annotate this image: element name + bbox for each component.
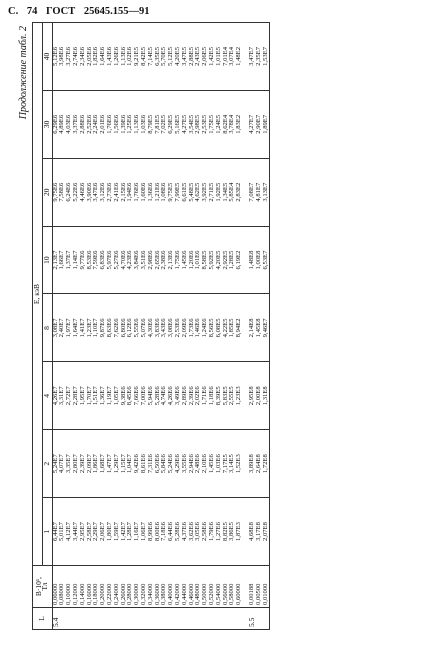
flux-values: 4,27E7 2,90E7 1,89E7 (249, 90, 270, 158)
flux-values: 7,08E7 4,81E7 3,13E7 (249, 158, 270, 226)
header-energy: 20 (42, 158, 52, 226)
standard-label: ГОСТ (45, 6, 76, 17)
flux-values: 2,14E8 1,45E8 9,46E7 (249, 294, 270, 362)
header-energy: 1 (42, 498, 52, 566)
table-row (249, 23, 270, 630)
page-prefix: С. (8, 6, 19, 17)
flux-values: 6,29E6 4,89E6 4,03E6 3,37E6 2,88E6 2,52E6 2,24E6 2,01E6 1,76E6 1,56E6 1,39E6 1,25E6 1,13E6 1,03E6 8,79E5 7,81E5 7,02E5 6,29E5 5,16E5 4,27E5 3,54E5 2,98E5 2,53E5 1,75E5 1,24E5 8,62E4 3,78E4 1,83E2 (52, 90, 243, 158)
header-energy: 4 (42, 362, 52, 430)
header-energy: 10 (42, 226, 52, 294)
header-energy: 8 (42, 294, 52, 362)
rotated-table-area (18, 22, 416, 630)
flux-values: 5,24E7 4,07E7 3,35E7 2,80E7 2,39E7 2,09E7 1,86E7 1,68E7 1,47E7 1,29E7 1,15E7 1,04E7 9,42E6 8,61E6 7,31E6 6,50E6 5,84E6 5,24E6 4,29E6 3,55E6 2,94E6 2,48E6 2,10E6 1,45E6 1,03E6 7,17E5 3,14E5 1,52E3 (52, 430, 243, 498)
flux-values: 2,13E7 1,66E7 1,37E7 1,14E7 9,77E6 8,53E6 7,59E6 6,83E6 5,97E6 5,27E6 4,70E6 4,23E6 3,84E6 3,51E6 2,98E6 2,65E6 2,38E6 2,13E6 1,75E6 1,45E6 1,20E6 1,01E6 8,58E5 5,92E5 4,20E5 2,92E5 1,28E5 6,19E2 (52, 226, 243, 294)
L-value: 5.4 (52, 608, 243, 630)
flux-values: 5,12E6 3,98E6 3,27E6 2,74E6 2,34E6 2,05E6 1,82E6 1,64E6 1,43E6 1,26E6 1,13E6 1,02E6 9,21E5 8,42E5 7,14E5 6,35E5 5,70E5 5,12E5 4,20E5 3,47E5 2,88E5 2,43E5 2,06E5 1,42E5 1,01E5 7,01E4 3,07E4 1,48E2 (52, 23, 243, 91)
B-values: 0,06000 0,08000 0,10000 0,12000 0,14000 0,16000 0,18000 0,20000 0,22000 0,24000 0,26000 0,28000 0,30000 0,32000 0,34000 0,36000 0,38000 0,40000 0,42000 0,44000 0,46000 0,48000 0,50000 0,52000 0,54000 0,56000 0,58000 0,60000 (52, 566, 243, 608)
flux-values: 3,08E7 2,40E7 1,97E7 1,64E7 1,41E7 1,23E7 1,10E7 9,87E6 8,63E6 7,62E6 6,80E6 6,12E6 5,55E6 5,07E6 4,30E6 3,83E6 3,43E6 3,08E6 2,53E6 2,09E6 1,73E6 1,46E6 1,24E6 8,56E5 6,08E5 4,22E5 1,85E5 8,94E2 (52, 294, 243, 362)
flux-values: 6,44E7 5,01E7 4,12E7 3,44E7 2,95E7 2,58E7 2,29E7 2,06E7 1,80E7 1,59E7 1,42E7 1,28E7 1,16E7 1,06E7 8,99E6 8,00E6 7,18E6 6,44E6 5,28E6 4,37E6 3,62E6 3,05E6 2,58E6 1,79E6 1,27E6 8,82E5 3,86E5 1,87E3 (52, 498, 243, 566)
table-caption: Продолжение табл. 2 (18, 26, 29, 120)
flux-values: 2,95E8 2,00E8 1,31E8 (249, 362, 270, 430)
header-B: B·10¹, Тл (33, 566, 53, 608)
header-L: L (33, 608, 53, 630)
flux-values: 9,75E6 7,58E6 6,24E6 5,22E6 4,46E6 3,90E6 3,47E6 3,12E6 2,73E6 2,41E6 2,15E6 1,94E6 1,76E6 1,60E6 1,36E6 1,21E6 1,08E6 9,75E5 7,99E5 6,61E5 5,48E5 4,62E5 3,92E5 2,71E5 1,92E5 1,34E5 5,85E4 2,83E2 (52, 158, 243, 226)
page-header (8, 6, 156, 17)
L-value: 5.5 (249, 608, 270, 630)
header-E: E, кэВ (33, 23, 43, 566)
page-number: 74 (26, 6, 38, 17)
flux-values: 3,89E8 2,64E8 1,72E8 (249, 430, 270, 498)
flux-values: 3,47E7 2,35E7 1,53E7 (249, 23, 270, 91)
B-values: 0,00188 0,00500 0,01000 (249, 566, 270, 608)
standard-number: 25645.155—91 (83, 6, 150, 17)
flux-values: 1,48E8 1,00E8 6,53E7 (249, 226, 270, 294)
data-table (32, 22, 270, 630)
flux-values: 4,68E8 3,17E8 2,07E8 (249, 498, 270, 566)
flux-values: 4,26E7 3,31E7 2,72E7 2,28E7 1,95E7 1,70E7 1,51E7 1,36E7 1,19E7 1,05E7 9,38E6 8,45E6 7,66E6 7,00E6 5,94E6 5,28E6 4,74E6 4,26E6 3,49E6 2,89E6 2,39E6 2,02E6 1,71E6 1,18E6 8,39E5 5,83E5 2,55E5 1,23E3 (52, 362, 243, 430)
header-energy: 30 (42, 90, 52, 158)
header-energy: 2 (42, 430, 52, 498)
header-energy: 40 (42, 23, 52, 91)
table-row (52, 23, 243, 630)
